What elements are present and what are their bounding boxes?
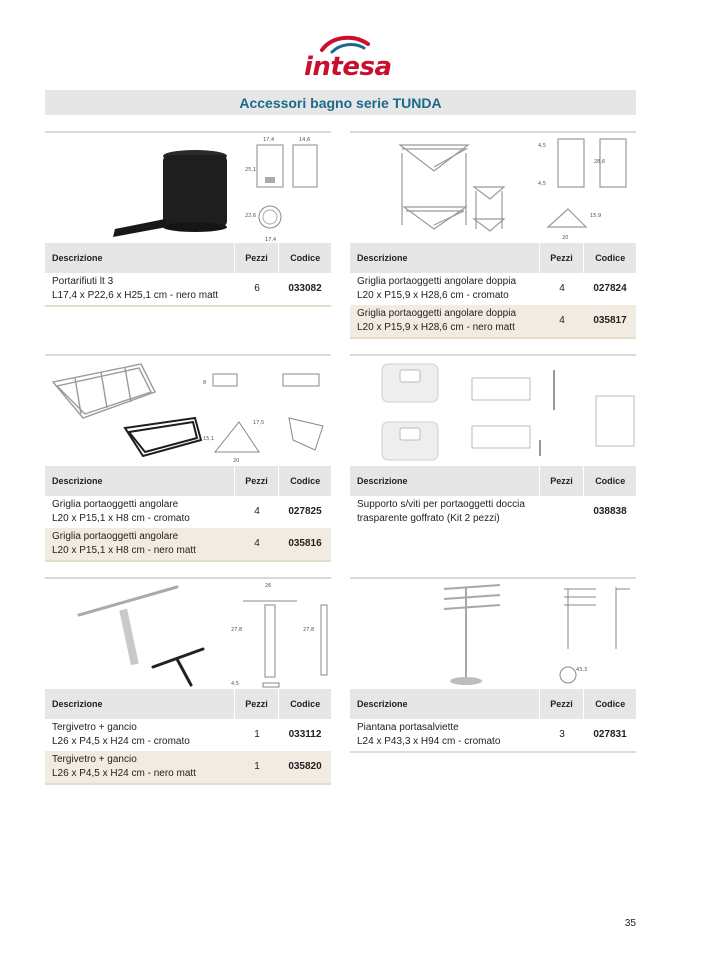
product-image	[350, 354, 636, 466]
codice-value: 027825	[288, 506, 322, 517]
header-descrizione: Descrizione	[357, 476, 408, 486]
table-header	[45, 466, 331, 496]
brand-logo	[300, 34, 390, 80]
product-rows	[45, 719, 331, 785]
codice-value: 038838	[593, 506, 627, 517]
support-kit-illustration	[350, 356, 636, 466]
table-row	[45, 719, 331, 751]
dim-label: 28,6	[594, 159, 606, 165]
product-rows	[45, 273, 331, 307]
codice-value: 033082	[288, 283, 322, 294]
desc-line2: L26 x P4,5 x H24 cm - nero matt	[52, 768, 196, 779]
desc-line1: Portarifiuti lt 3	[52, 276, 114, 287]
codice-value: 035816	[288, 538, 322, 549]
pezzi-value: 1	[254, 729, 260, 740]
desc-line1: Tergivetro + gancio	[52, 722, 137, 733]
table-row	[45, 528, 331, 560]
product-rows	[350, 273, 636, 339]
dim-label: 15,1	[203, 436, 215, 442]
pezzi-value: 1	[254, 761, 260, 772]
dim-label: 27,8	[231, 627, 243, 633]
single-corner-illustration	[45, 356, 331, 466]
product-rows	[350, 496, 636, 528]
header-pezzi: Pezzi	[550, 699, 573, 709]
table-header	[45, 243, 331, 273]
page-title: Accessori bagno serie TUNDA	[239, 95, 442, 111]
desc-line1: Tergivetro + gancio	[52, 754, 137, 765]
product-rows	[350, 719, 636, 753]
header-descrizione: Descrizione	[357, 699, 408, 709]
desc-line2: L17,4 x P22,6 x H25,1 cm - nero matt	[52, 290, 219, 301]
table-header	[350, 466, 636, 496]
dim-label: 4,5	[538, 143, 546, 149]
table-row	[45, 273, 331, 305]
desc-line2: L24 x P43,3 x H94 cm - cromato	[357, 736, 501, 747]
desc-line1: Griglia portaoggetti angolare doppia	[357, 308, 516, 319]
desc-line2: trasparente goffrato (Kit 2 pezzi)	[357, 513, 500, 524]
pezzi-value: 4	[559, 283, 565, 294]
pezzi-value: 6	[254, 283, 260, 294]
dim-label: 17,5	[253, 420, 265, 426]
codice-value: 035817	[593, 315, 627, 326]
header-pezzi: Pezzi	[550, 253, 573, 263]
header-codice: Codice	[595, 253, 626, 263]
table-row	[350, 273, 636, 305]
codice-value: 027824	[593, 283, 627, 294]
dim-label: 20	[562, 235, 569, 241]
desc-line1: Griglia portaoggetti angolare doppia	[357, 276, 516, 287]
dim-label: 25,1	[245, 167, 257, 173]
desc-line2: L26 x P4,5 x H24 cm - cromato	[52, 736, 190, 747]
header-descrizione: Descrizione	[52, 476, 103, 486]
header-pezzi: Pezzi	[245, 253, 268, 263]
product-image	[350, 577, 636, 689]
dim-label: 22,6	[245, 213, 257, 219]
product-rows	[45, 496, 331, 562]
brand-name: intesa	[304, 52, 392, 82]
header-codice: Codice	[595, 476, 626, 486]
product-block-double-corner	[350, 131, 636, 339]
product-image	[45, 354, 331, 466]
desc-line1: Piantana portasalviette	[357, 722, 459, 733]
header-codice: Codice	[290, 476, 321, 486]
header-descrizione: Descrizione	[52, 253, 103, 263]
table-row	[350, 496, 636, 528]
header-codice: Codice	[290, 253, 321, 263]
table-header	[350, 243, 636, 273]
desc-line1: Griglia portaoggetti angolare	[52, 499, 179, 510]
header-codice: Codice	[290, 699, 321, 709]
pezzi-value: 4	[254, 506, 260, 517]
pezzi-value: 4	[559, 315, 565, 326]
header-pezzi: Pezzi	[245, 476, 268, 486]
page-number: 35	[624, 918, 636, 929]
header-pezzi: Pezzi	[245, 699, 268, 709]
desc-line2: L20 x P15,1 x H8 cm - cromato	[52, 513, 190, 524]
product-image	[45, 131, 331, 243]
dim-label: 14,6	[299, 137, 311, 143]
dim-label: 4,5	[538, 181, 546, 187]
dim-label: 8	[203, 380, 207, 386]
product-image	[45, 577, 331, 689]
squeegee-illustration	[45, 579, 331, 689]
codice-value: 027831	[593, 729, 627, 740]
product-block-support-kit	[350, 354, 636, 528]
pezzi-value: 4	[254, 538, 260, 549]
desc-line1: Griglia portaoggetti angolare	[52, 531, 179, 542]
dim-label: 15,9	[590, 213, 602, 219]
table-row	[350, 719, 636, 751]
towel-stand-illustration	[350, 579, 636, 689]
table-header	[350, 689, 636, 719]
desc-line1: Supporto s/viti per portaoggetti doccia	[357, 499, 525, 510]
product-block-squeegee	[45, 577, 331, 785]
dim-label: 43,3	[576, 667, 588, 673]
page-title-bar	[45, 90, 636, 115]
codice-value: 033112	[288, 729, 322, 740]
bin-illustration	[45, 133, 331, 243]
desc-line2: L20 x P15,1 x H8 cm - nero matt	[52, 545, 196, 556]
table-header	[45, 689, 331, 719]
header-descrizione: Descrizione	[357, 253, 408, 263]
double-corner-illustration	[350, 133, 636, 243]
dim-label: 17,4	[265, 237, 277, 243]
desc-line2: L20 x P15,9 x H28,6 cm - cromato	[357, 290, 509, 301]
codice-value: 035820	[288, 761, 322, 772]
table-row	[45, 751, 331, 783]
product-block-towel-stand	[350, 577, 636, 753]
dim-label: 17,4	[263, 137, 275, 143]
desc-line2: L20 x P15,9 x H28,6 cm - nero matt	[357, 322, 515, 333]
product-block-single-corner	[45, 354, 331, 562]
header-descrizione: Descrizione	[52, 699, 103, 709]
product-block-bin	[45, 131, 331, 307]
table-row	[45, 496, 331, 528]
table-row	[350, 305, 636, 337]
dim-label: 27,8	[303, 627, 315, 633]
dim-label: 26	[265, 583, 272, 589]
product-image	[350, 131, 636, 243]
dim-label: 4,5	[231, 681, 239, 687]
header-codice: Codice	[595, 699, 626, 709]
pezzi-value: 3	[559, 729, 565, 740]
header-pezzi: Pezzi	[550, 476, 573, 486]
dim-label: 20	[233, 458, 240, 464]
